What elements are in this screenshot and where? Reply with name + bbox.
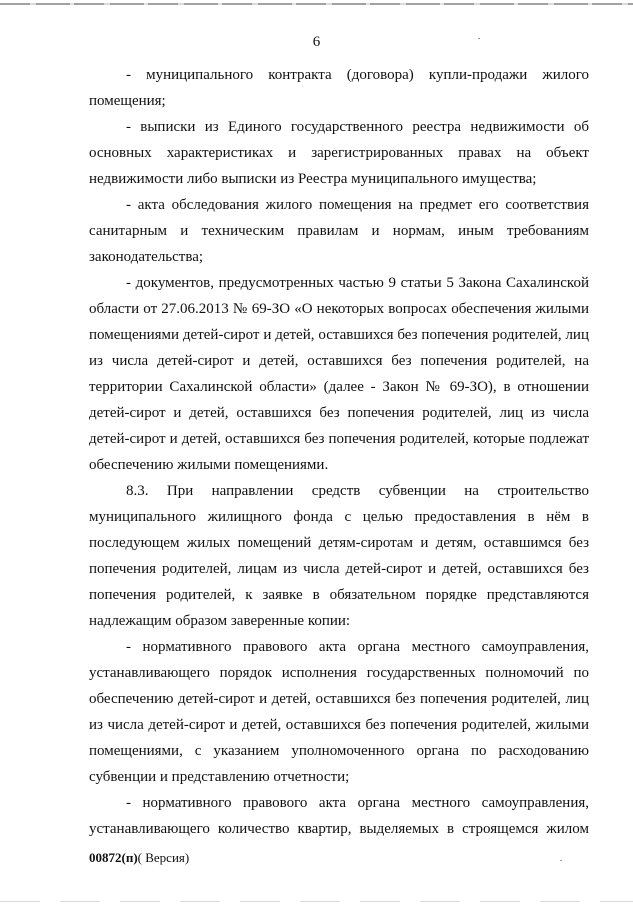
text-line: субвенции и представлению отчетности; [89, 769, 350, 785]
text-line: помещениями детей-сирот и детей, оставшихся без попечения родителей, лиц [89, 327, 589, 343]
text-line: помещения; [89, 93, 166, 109]
text-line: последующем жилых помещений детям-сиротам и детям, оставшимся без [89, 535, 589, 551]
text-line: попечения родителей, лицам из числа детей-сирот и детей, оставшихся без [89, 561, 589, 577]
text-line: - нормативного правового акта органа местного самоуправления, [126, 795, 589, 811]
text-line: территории Сахалинской области» (далее - Закон № 69-ЗО), в отношении [89, 379, 589, 395]
text-line: устанавливающего количество квартир, выделяемых в строящемся жилом [89, 821, 589, 837]
paragraph-inspection-act [89, 192, 589, 270]
text-line: - документов, предусмотренных частью 9 статьи 5 Закона Сахалинской [126, 275, 589, 291]
paragraph-documents-law [89, 270, 589, 478]
document-code: 00872(п) [89, 850, 138, 865]
text-line: муниципального жилищного фонда с целью предоставления в нём в [89, 509, 589, 525]
text-line: - нормативного правового акта органа местного самоуправления, [126, 639, 589, 655]
text-line: недвижимости либо выписки из Реестра муниципального имущества; [89, 171, 537, 187]
page-number: 6 [312, 34, 321, 50]
scan-speck [560, 860, 562, 861]
paragraph-normative-act-procedure [89, 634, 589, 790]
text-line: из числа детей-сирот и детей, оставшихся без попечения родителей, на [89, 353, 589, 369]
text-line: из числа детей-сирот и детей, оставшихся без попечения родителей, жилыми [89, 717, 589, 733]
text-line: детей-сирот и детей, оставшихся без попечения родителей, которые подлежат [89, 431, 589, 447]
text-line: санитарным и техническим правилам и нормам, иным требованиям [89, 223, 589, 239]
text-line: основных характеристиках и зарегистрированных правах на объект [89, 145, 589, 161]
scan-bottom-edge [0, 901, 633, 902]
document-footer [89, 850, 189, 866]
text-line: обеспечению жилыми помещениями. [89, 457, 329, 473]
text-line: 8.3. При направлении средств субвенции на строительство [126, 483, 589, 499]
text-line: законодательства; [89, 249, 204, 265]
text-line: области от 27.06.2013 № 69-ЗО «О некоторых вопросах обеспечения жилыми [89, 301, 589, 317]
text-line: - выписки из Единого государственного реестра недвижимости об [126, 119, 589, 135]
text-line: обеспечению детей-сирот и детей, оставшихся без попечения родителей, лиц [89, 691, 589, 707]
text-line: - акта обследования жилого помещения на предмет его соответствия [126, 197, 589, 213]
text-line: устанавливающего порядок исполнения государственных полномочий по [89, 665, 589, 681]
paragraph-contract [89, 62, 589, 114]
text-line: - муниципального контракта (договора) купли-продажи жилого [126, 67, 589, 83]
paragraph-registry-extract [89, 114, 589, 192]
text-line: надлежащим образом заверенные копии: [89, 613, 351, 629]
scan-top-edge [0, 3, 633, 5]
text-line: попечения родителей, к заявке в обязательном порядке представляются [89, 587, 589, 603]
text-line: детей-сирот и детей, оставшихся без попечения родителей, лиц из числа [89, 405, 589, 421]
document-version: ( Версия) [137, 850, 190, 865]
paragraph-section-8-3 [89, 478, 589, 634]
scan-speck [478, 38, 480, 39]
text-line: помещениями, с указанием уполномоченного органа по расходованию [89, 743, 589, 759]
paragraph-normative-act-apartments [89, 790, 589, 842]
